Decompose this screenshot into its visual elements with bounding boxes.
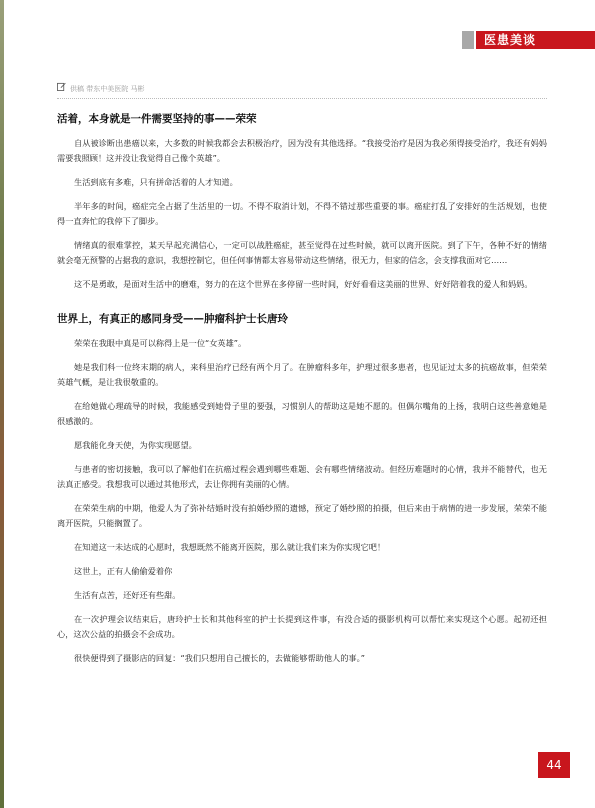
paragraph: 在知道这一未达成的心愿时，我想既然不能离开医院，那么就让我们来为你实现它吧！ (74, 542, 386, 552)
article-body (57, 112, 547, 675)
page-number: 44 (538, 752, 570, 778)
author-line (57, 82, 557, 96)
paragraph: 荣荣在我眼中真是可以称得上是一位“女英雄”。 (74, 338, 247, 348)
header-accent-block (462, 31, 474, 49)
paragraph: 与患者的密切接触，我可以了解他们在抗癌过程会遇到哪些难题、会有哪些情绪波动。但经历难题时的心情，我并不能替代，也无法真正感受。我想我可以通过其他形式，去让你拥有美丽的心情。 (57, 464, 547, 489)
paragraph: 生活有点苦，还好还有些甜。 (74, 590, 181, 600)
pen-icon (57, 82, 66, 96)
section-title: 活着，本身就是一件需要坚持的事——荣荣 (57, 113, 257, 125)
paragraph: 很快便得到了摄影店的回复：“我们只想用自己擅长的，去做能够帮助他人的事。” (74, 653, 365, 663)
author-credit: 供稿 带东中美医院 马彬 (70, 85, 145, 93)
paragraph: 这世上，正有人偷偷爱着你 (74, 566, 173, 576)
paragraph: 自从被诊断出患癌以来，大多数的时候我都会去积极治疗，因为没有其他选择。“我接受治疗是因为我必须得接受治疗，我还有妈妈需要我照顾！这并没让我觉得自己像个英雄”。 (57, 138, 547, 163)
section-title: 世界上，有真正的感同身受——肿瘤科护士长唐玲 (57, 313, 288, 325)
paragraph: 在给她做心理疏导的时候，我能感受到她骨子里的要强，习惯别人的帮助这是她不愿的。但偶尔嘴角的上扬，我明白这些善意她是很感激的。 (57, 401, 547, 426)
paragraph: 她是我们科一位终末期的病人，来科里治疗已经有两个月了。在肿瘤科多年，护理过很多患者，也见证过太多的抗癌故事，但荣荣英雄气概，是让我很敬重的。 (57, 362, 547, 387)
paragraph: 半年多的时间，癌症完全占据了生活里的一切。不得不取消计划，不得不错过那些重要的事。癌症打乱了安排好的生活规划，也使得一直奔忙的我停下了脚步。 (57, 201, 547, 226)
paragraph: 这不是勇敢，是面对生活中的磨难，努力的在这个世界在多停留一些时间，好好看看这美丽的世界、好好陪着我的爱人和妈妈。 (74, 279, 533, 289)
paragraph: 在荣荣生病的中期，他爱人为了弥补结婚时没有拍婚纱照的遗憾，预定了婚纱照的拍摄，但后来由于病情的进一步发展，荣荣不能离开医院，只能搁置了。 (57, 503, 547, 528)
paragraph: 生活到底有多难，只有拼命活着的人才知道。 (74, 177, 238, 187)
paragraph: 愿我能化身天使，为你实现愿望。 (74, 440, 197, 450)
paragraph: 情绪真的很难掌控，某天早起充满信心，一定可以战胜癌症，甚至觉得在过些时候，就可以离开医院。到了下午，各种不好的情绪就会毫无预警的占据我的意识，我想控制它，但任何事情都太容易带动这些情绪，很无力，但家的信念，会支撑我面对它…… (57, 240, 547, 265)
section-1 (57, 112, 547, 292)
section-header-tab: 医患美谈 (476, 31, 595, 49)
author-divider (57, 98, 547, 99)
section-2 (57, 312, 547, 666)
paragraph: 在一次护理会议结束后，唐玲护士长和其他科室的护士长提到这件事，有没合适的摄影机构可以帮忙来实现这个心愿。起初还担心，这次公益的拍摄会不会成功。 (57, 614, 547, 639)
page-spine-edge (0, 0, 4, 808)
